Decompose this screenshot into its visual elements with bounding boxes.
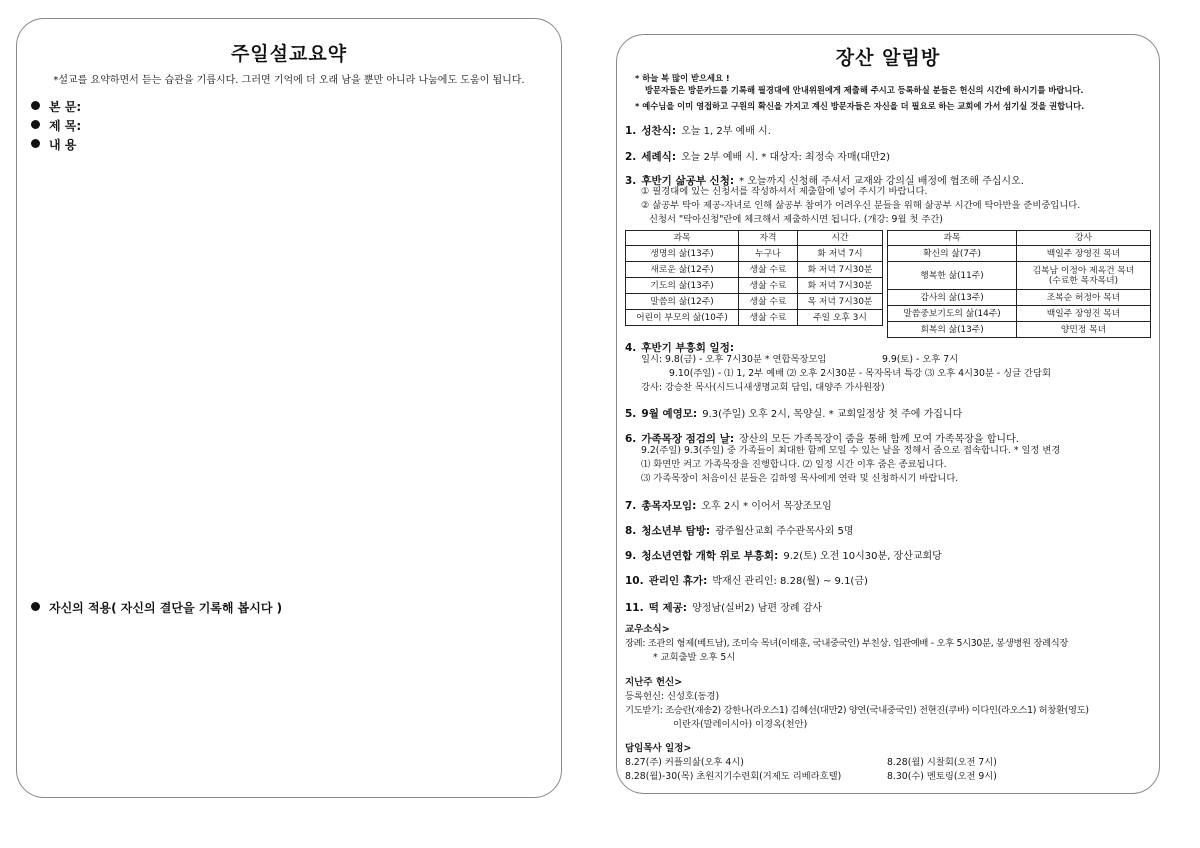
sermon-summary-title: 주일설교요약 [230, 43, 348, 65]
schedule-row1-right: 8.28(월) 시찰회(오전 7시) [887, 757, 997, 768]
item3-line3: 신청서 "탁아신청"란에 체크해서 제출하시면 됩니다. (개강: 9월 첫 주간) [649, 214, 943, 225]
announcements-title: 장산 알림방 [835, 47, 941, 69]
table-row: 회복의 삶(13주) 양민정 목녀 [888, 322, 1151, 338]
item-baptism: 2. 세례식: 오늘 2부 예배 시. * 대상자: 최정숙 자매(대만2) [625, 151, 891, 163]
item-revival: 4. 후반기 부흥회 일정: [625, 342, 735, 354]
family-line3: ⑶ 가족목장이 처음이신 분들은 김하영 목사에게 연락 및 신청하시기 바랍니다. [641, 473, 959, 484]
table-row: 생명의 삶(13주) 누구나 화 저녁 7시 [626, 246, 883, 262]
announcements-panel [616, 34, 1160, 794]
table-row: 어린이 부모의 삶(10주) 생삶 수료 주일 오후 3시 [626, 310, 883, 326]
table-row: 새로운 삶(12주) 생삶 수료 화 저녁 7시30분 [626, 262, 883, 278]
schedule-row2-right: 8.30(수) 멘토링(오전 9시) [887, 771, 997, 782]
item-rice-cake: 11. 떡 제공: 양정남(실버2) 남편 장례 감사 [625, 602, 823, 614]
table-header: 시간 [798, 231, 883, 246]
revival-line3: 9.10(주일) - ⑴ 1, 2부 예배 ⑵ 오후 2시30분 - 목자목녀 특강 ⑶ 오후 4시30분 - 싱글 간담회 [669, 368, 1051, 379]
item-family-group: 6. 가족목장 점검의 날: 장산의 모든 가족목장이 줌을 통해 함께 모여 가족목장을 합니다. [625, 433, 1019, 445]
item-caretaker-vacation: 10. 관리인 휴가: 박재신 관리인: 8.28(월) ~ 9.1(금) [625, 575, 868, 587]
schedule-row2-left: 8.28(월)-30(목) 초원지기수련회(거제도 리베라호텔) [625, 771, 842, 782]
bullet-dot-icon [31, 101, 40, 110]
revival-line4: 강사: 강승찬 목사(시드니새생명교회 담임, 대양주 가사원장) [641, 382, 885, 393]
member-news-line2: * 교회출발 오후 5시 [653, 652, 736, 663]
member-news-line1: 장례: 조관의 형제(베트남), 조미숙 목녀(이태훈, 국내중국인) 부친상. 입관예배 - 오후 5시30분, 봉생병원 장례식장 [625, 638, 1069, 649]
table-header: 과목 [626, 231, 739, 246]
table-row: 행복한 삶(11주) 김복남 이정아 제옥건 목녀 (수료한 목자목녀) [888, 262, 1151, 290]
revival-line1: 일시: 9.8(금) - 오후 7시30분 * 연합목장모임 [641, 354, 827, 365]
bullet-dot-icon [31, 602, 40, 611]
bullet-application: 자신의 적용( 자신의 결단을 기록해 봅시다 ) [31, 599, 282, 616]
table-row: 말씀의 삶(12주) 생삶 수료 목 저녁 7시30분 [626, 294, 883, 310]
schedule-row1-left: 8.27(주) 커플의삶(오후 4시) [625, 757, 744, 768]
notice-greeting: * 하늘 복 많이 받으세요 ! [635, 73, 730, 83]
bullet-dot-icon [31, 139, 40, 148]
member-news-title: 교우소식> [625, 624, 670, 635]
bullet-content: 내 용 [31, 136, 76, 153]
table-row: 감사의 삶(13주) 조복순 허정아 목녀 [888, 290, 1151, 306]
table-header: 자격 [739, 231, 798, 246]
table-row: 기도의 삶(13주) 생삶 수료 화 저녁 7시30분 [626, 278, 883, 294]
item-life-study: 3. 후반기 삶공부 신청: * 오늘까지 신청해 주셔서 교재와 강의실 배정에 협조해 주십시오. [625, 175, 1024, 187]
dedication-line2: 기도받기: 조승란(재송2) 강한나(라오스1) 김혜선(대만2) 양연(국내중국인) 전현진(쿠바) 이다인(라오스1) 허창환(영도) [625, 705, 1089, 716]
item-youth-visit: 8. 청소년부 탐방: 광주월산교회 주수관목사외 5명 [625, 525, 854, 537]
revival-line2: 9.9(토) - 오후 7시 [882, 354, 959, 365]
bullet-scripture: 본 문: [31, 98, 81, 115]
last-week-dedication-title: 지난주 헌신> [625, 677, 683, 688]
family-line1: 9.2(주일) 9.3(주일) 중 가족들이 최대한 함께 모일 수 있는 날을 정해서 줌으로 접속합니다. * 일정 변경 [641, 445, 1061, 456]
item-youth-revival: 9. 청소년연합 개학 위로 부흥회: 9.2(토) 오전 10시30분, 장산교회당 [625, 550, 942, 562]
item3-line2: ② 삶공부 탁아 제공-자녀로 인해 삶공부 참여가 어려우신 분들을 위해 삶공부 시간에 탁아반을 준비중입니다. [641, 200, 1081, 211]
sermon-summary-subtitle: *설교를 요약하면서 듣는 습관을 기릅시다. 그러면 기억에 더 오래 남을 뿐만 아니라 나눔에도 도움이 됩니다. [53, 75, 525, 86]
notice-believers: * 예수님을 이미 영접하고 구원의 확신을 가지고 계신 방문자들은 자신을 더 필요로 하는 교회에 가서 섬기실 것을 권합니다. [635, 101, 1085, 111]
bullet-title: 제 목: [31, 117, 81, 134]
table-header: 강사 [1017, 231, 1151, 246]
item-september-meeting: 5. 9월 예영모: 9.3(주일) 오후 2시, 목양실. * 교회일정상 첫 주에 가집니다 [625, 408, 963, 420]
sermon-summary-panel [16, 18, 562, 798]
table-row: 확신의 삶(7주) 백일주 장영진 목녀 [888, 246, 1151, 262]
item-leaders-meeting: 7. 총목자모임: 오후 2시 * 이어서 목장조모임 [625, 500, 832, 512]
course-instructor-table [887, 230, 1151, 338]
notice-visitors: 방문자들은 방문카드를 기록해 필경대에 안내위원에게 제출해 주시고 등록하실 분들은 헌신의 시간에 하시기를 바랍니다. [645, 85, 1084, 95]
course-schedule-table [625, 230, 883, 326]
item-communion: 1. 성찬식: 오늘 1, 2부 예배 시. [625, 125, 771, 137]
pastor-schedule-title: 담임목사 일정> [625, 743, 692, 754]
dedication-line1: 등록헌신: 신성호(동경) [625, 691, 720, 702]
table-row: 말씀중보기도의 삶(14주) 백일주 장영진 목녀 [888, 306, 1151, 322]
bullet-dot-icon [31, 120, 40, 129]
dedication-line3: 이란자(말레이시아) 이경옥(천안) [673, 719, 808, 730]
item3-line1: ① 필경대에 있는 신청서를 작성하셔서 제출함에 넣어 주시기 바랍니다. [641, 186, 928, 197]
family-line2: ⑴ 화면만 켜고 가족목장을 진행합니다. ⑵ 일정 시간 이후 줌은 종료됩니다. [641, 459, 947, 470]
table-header: 과목 [888, 231, 1017, 246]
